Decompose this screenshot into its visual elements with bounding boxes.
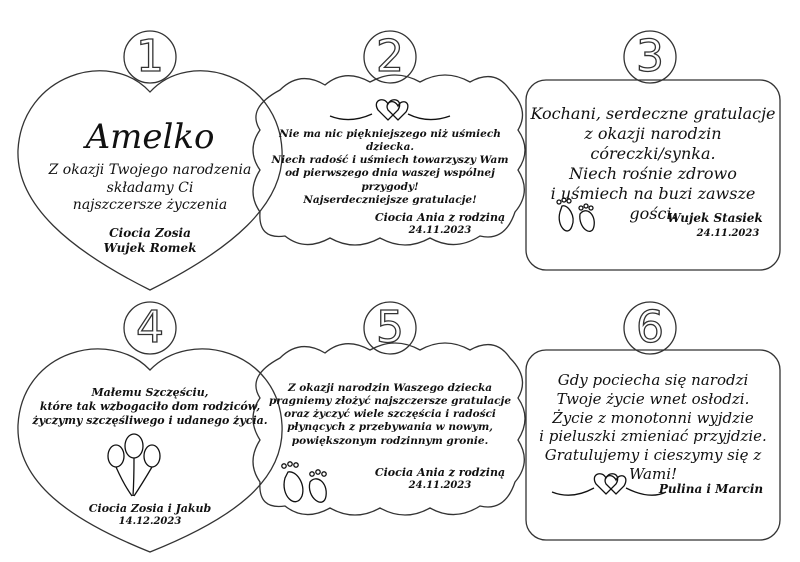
card-4-line-2: które tak wzbogaciło dom rodziców, [39, 399, 261, 413]
card-number-5: 5 [376, 302, 404, 353]
card-number-6: 6 [636, 302, 664, 353]
card-5-line-3: oraz życzyć wiele szczęścia i radości [284, 408, 496, 421]
card-4-date: 14.12.2023 [118, 516, 182, 527]
card-1-signature-line-2: Wujek Romek [103, 241, 197, 255]
card-2-line-3: od pierwszego dnia waszej wspólnej przygody! [285, 167, 495, 193]
card-2-signature: Ciocia Ania z rodziną [374, 211, 506, 224]
card-number-3: 3 [636, 31, 664, 82]
card-5-signature: Ciocia Ania z rodziną [374, 466, 506, 479]
card-6-line-4: i pieluszki zmieniać przyjdzie. [539, 427, 767, 446]
card-1-signature-line-1: Ciocia Zosia [109, 226, 191, 240]
card-5-line-1: Z okazji narodzin Waszego dziecka [287, 382, 493, 394]
heart-icon [330, 100, 450, 120]
card-3-message [530, 104, 776, 224]
card-2-date: 24.11.2023 [408, 225, 472, 236]
card-number-2: 2 [376, 31, 404, 82]
card-3-line-3: Niech rośnie zdrowo [569, 164, 737, 183]
card-6-line-1: Gdy pociecha się narodzi [557, 371, 749, 389]
card-6-signature: Pulina i Marcin [658, 482, 764, 496]
card-2-line-2: Niech radość i uśmiech towarzyszy Wam [271, 154, 509, 167]
card-5-message [262, 382, 518, 448]
card-1-line-2: składamy Ci [106, 179, 194, 196]
card-1-line-3: najszczersze życzenia [72, 197, 228, 213]
card-number-4: 4 [136, 302, 164, 353]
card-4-message [28, 386, 272, 427]
baby-feet-icon [282, 462, 326, 502]
card-number-1: 1 [136, 31, 164, 82]
card-4-line-3: życzymy szczęśliwego i udanego życia. [32, 413, 268, 427]
card-1-signature [60, 226, 240, 256]
card-1-message [40, 162, 260, 215]
card-6-line-3: Życie z monotonni wyjdzie [552, 408, 754, 427]
card-4-signature: Ciocia Zosia i Jakub [88, 502, 212, 515]
card-5-date: 24.11.2023 [408, 480, 472, 491]
balloons-icon [108, 434, 160, 496]
card-3-line-2: z okazji narodzin córeczki/synka. [584, 124, 722, 163]
card-4-line-1: Małemu Szczęściu, [91, 386, 209, 399]
card-2-line-1: Nie ma nic piękniejszego niż uśmiech dziecka. [279, 128, 501, 154]
card-2-line-4: Najserdeczniejsze gratulacje! [303, 193, 477, 206]
card-6-line-2: Twoje życie wnet osłodzi. [556, 389, 750, 408]
card-5-line-5: powiększonym rodzinnym gronie. [291, 434, 489, 447]
card-1-line-1: Z okazji Twojego narodzenia [48, 162, 252, 178]
card-2-message [262, 128, 518, 207]
card-3-signature: Wujek Stasiek [667, 211, 763, 225]
card-3-line-1: Kochani, serdeczne gratulacje [530, 104, 776, 123]
card-5-line-2: pragniemy złożyć najszczersze gratulacje [268, 395, 512, 408]
card-6-line-5: Gratulujemy i cieszymy się z Wami! [544, 446, 762, 483]
card-3-line-4: i uśmiech na buzi zawsze gości. [550, 184, 756, 223]
card-3-date: 24.11.2023 [696, 228, 760, 239]
card-1-title: Amelko [85, 117, 215, 157]
card-6-message [530, 371, 776, 484]
card-5-line-4: płynących z przebywania w nowym, [287, 421, 493, 434]
